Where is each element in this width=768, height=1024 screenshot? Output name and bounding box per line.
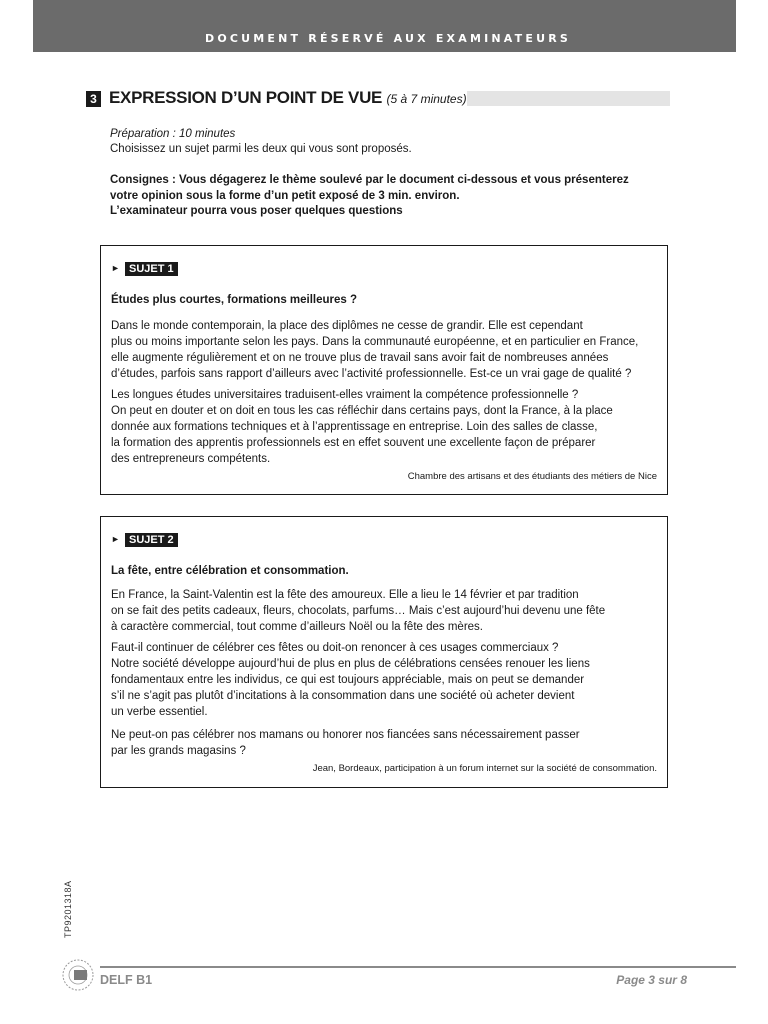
consigne-line: Consignes : Vous dégagerez le thème soulevé par le document ci-dessous et vous présenterez xyxy=(110,174,629,186)
consigne-line: L’examinateur pourra vous poser quelques questions xyxy=(110,205,403,217)
text-line: Les longues études universitaires traduisent-elles vraiment la compétence professionnelle ? xyxy=(111,389,579,401)
text-line: Faut-il continuer de célébrer ces fêtes ou doit-on renoncer à ces usages commerciaux ? xyxy=(111,642,559,654)
section-rule xyxy=(467,91,670,106)
sujet-2-paragraph-3 xyxy=(111,727,580,759)
pointer-arrow-icon: ► xyxy=(111,263,120,273)
sujet-1-title: Études plus courtes, formations meilleures ? xyxy=(111,294,358,306)
section-title-wrap xyxy=(109,88,467,108)
consignes xyxy=(110,173,629,220)
text-line: à caractère commercial, tout comme d’ailleurs Noël ou la fête des mères. xyxy=(111,621,483,633)
text-line: fondamentaux entre les individus, ce qui est toujours appréciable, mais on peut se demander xyxy=(111,674,585,686)
footer-rule xyxy=(100,966,736,968)
pointer-arrow-icon: ► xyxy=(111,534,120,544)
section-header xyxy=(86,88,670,110)
sujet-2-paragraph-2 xyxy=(111,640,590,720)
sujet-1-source: Chambre des artisans et des étudiants des métiers de Nice xyxy=(407,471,657,482)
footer-exam-name: DELF B1 xyxy=(100,973,153,987)
sujet-1-paragraph-2 xyxy=(111,387,613,467)
sujet-1-paragraph-1 xyxy=(111,318,638,382)
text-line: s’il ne s’agit pas plutôt d’incitations à la consommation dans une société où acheter devient xyxy=(111,690,575,702)
banner-text: DOCUMENT RÉSERVÉ AUX EXAMINATEURS xyxy=(204,32,571,45)
footer-page-number: Page 3 sur 8 xyxy=(616,973,687,987)
text-line: En France, la Saint-Valentin est la fête des amoureux. Elle a lieu le 14 février et par tradition xyxy=(111,589,579,601)
text-line: d’études, parfois sans rapport d’ailleurs avec l’activité professionnelle. Est-ce un vrai gage de qualité ? xyxy=(111,368,632,380)
choose-instruction: Choisissez un sujet parmi les deux qui vous sont proposés. xyxy=(110,143,412,155)
sujet-2-paragraph-1 xyxy=(111,587,605,635)
text-line: un verbe essentiel. xyxy=(111,706,208,718)
sujet-1-box xyxy=(100,245,668,495)
text-line: donnée aux formations techniques et à l’apprentissage en entreprise. Loin des salles de classe, xyxy=(111,421,598,433)
section-duration: (5 à 7 minutes) xyxy=(386,92,467,106)
preparation-time: Préparation : 10 minutes xyxy=(110,128,236,140)
text-line: elle augmente régulièrement et on ne trouve plus de travail sans avoir fait de nombreuses années xyxy=(111,352,609,364)
sujet-2-label: SUJET 2 xyxy=(125,533,178,547)
text-line: des entrepreneurs compétents. xyxy=(111,453,271,465)
sujet-2-box xyxy=(100,516,668,788)
text-line: On peut en douter et on doit en tous les cas réfléchir dans certains pays, dont la France, à la place xyxy=(111,405,613,417)
sujet-1-header xyxy=(111,262,178,276)
text-line: on se fait des petits cadeaux, fleurs, chocolats, parfums… Mais c’est aujourd’hui devenu une fête xyxy=(111,605,606,617)
text-line: Dans le monde contemporain, la place des diplômes ne cesse de grandir. Elle est cependant xyxy=(111,320,583,332)
text-line: Notre société développe aujourd’hui de plus en plus de célébrations censées renouer les liens xyxy=(111,658,590,670)
text-line: par les grands magasins ? xyxy=(111,745,246,757)
consigne-line: votre opinion sous la forme d’un petit exposé de 3 min. environ. xyxy=(110,189,460,202)
intro xyxy=(110,127,412,157)
sujet-1-label: SUJET 1 xyxy=(125,262,178,276)
text-line: la formation des apprentis professionnels est en effet souvent une excellente façon de préparer xyxy=(111,437,596,449)
sujet-2-source: Jean, Bordeaux, participation à un forum internet sur la société de consommation. xyxy=(312,763,657,774)
sujet-2-header xyxy=(111,533,178,547)
delf-dalf-seal-icon xyxy=(58,955,98,995)
text-line: plus ou moins importante selon les pays. Dans la communauté européenne, et en particulier en France, xyxy=(111,336,639,348)
document-code: TP9201318A xyxy=(63,880,73,938)
section-number: 3 xyxy=(86,91,101,107)
top-banner xyxy=(33,0,736,52)
text-line: Ne peut-on pas célébrer nos mamans ou honorer nos fiancées sans nécessairement passer xyxy=(111,729,580,741)
section-title: EXPRESSION D’UN POINT DE VUE xyxy=(109,88,383,107)
sujet-2-title: La fête, entre célébration et consommation. xyxy=(111,565,349,577)
